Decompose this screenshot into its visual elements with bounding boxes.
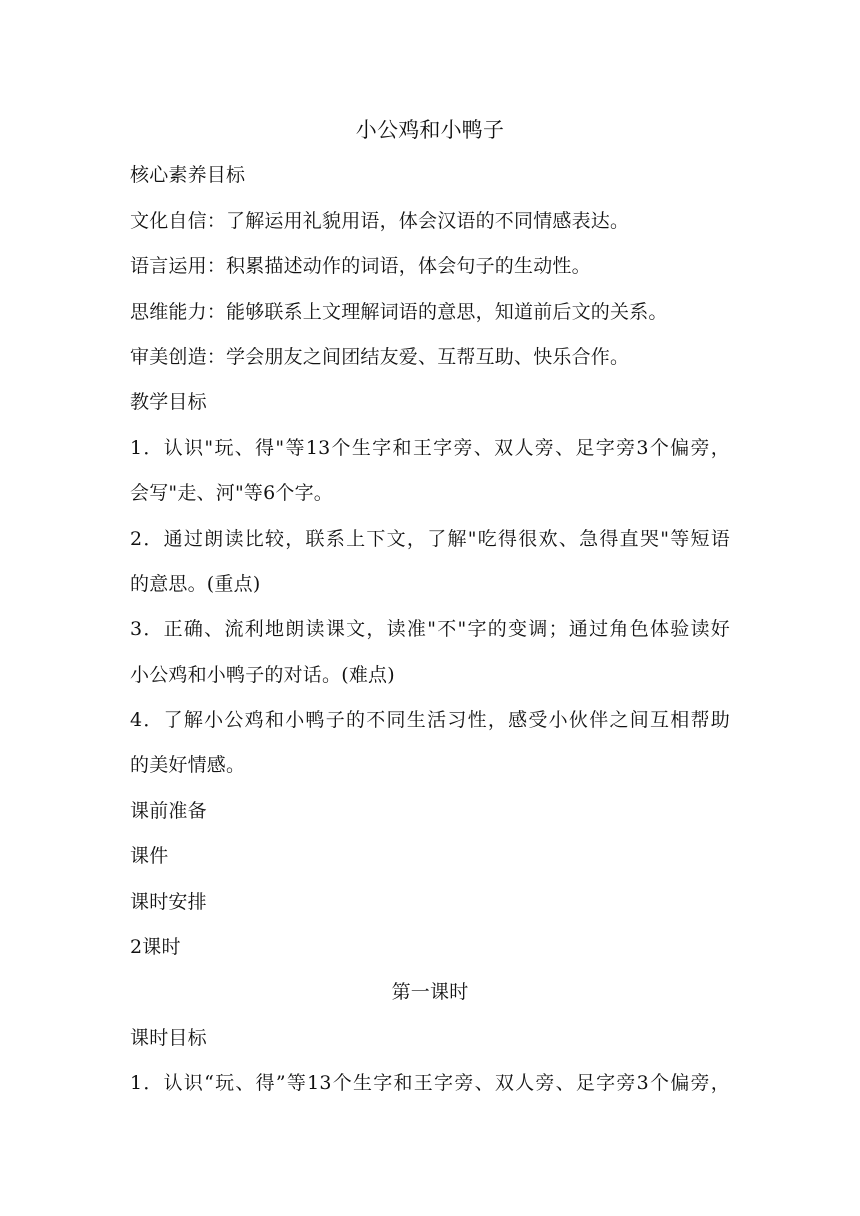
- list-item-goal-2-continued: 的意思。(重点): [130, 572, 261, 595]
- paragraph-language-use: 语言运用：积累描述动作的词语，体会句子的生动性。: [130, 255, 591, 278]
- list-item-lesson-goal-1: 1．认识“玩、得”等13个生字和王字旁、双人旁、足字旁3个偏旁，: [130, 1072, 730, 1095]
- list-item-goal-1: 1．认识"玩、得"等13个生字和王字旁、双人旁、足字旁3个偏旁，: [130, 436, 730, 459]
- list-item-goal-4-continued: 的美好情感。: [130, 754, 246, 777]
- heading-core-goals: 核心素养目标: [130, 164, 246, 187]
- list-item-goal-1-continued: 会写"走、河"等6个字。: [130, 482, 333, 505]
- heading-lesson-goals: 课时目标: [130, 1026, 207, 1049]
- document-body: [130, 108, 730, 1107]
- paragraph-lesson-count: 2课时: [130, 936, 181, 959]
- heading-schedule: 课时安排: [130, 890, 207, 913]
- paragraph-cultural-confidence: 文化自信：了解运用礼貌用语，体会汉语的不同情感表达。: [130, 209, 630, 232]
- heading-teaching-goals: 教学目标: [130, 391, 207, 414]
- heading-preparation: 课前准备: [130, 799, 207, 822]
- list-item-goal-4: 4．了解小公鸡和小鸭子的不同生活习性，感受小伙伴之间互相帮助: [130, 709, 730, 732]
- list-item-goal-3: 3．正确、流利地朗读课文，读准"不"字的变调；通过角色体验读好: [130, 618, 730, 641]
- paragraph-courseware: 课件: [130, 845, 169, 868]
- paragraph-aesthetic-creation: 审美创造：学会朋友之间团结友爱、互帮互助、快乐合作。: [130, 345, 630, 368]
- list-item-goal-2: 2．通过朗读比较，联系上下文，了解"吃得很欢、急得直哭"等短语: [130, 527, 730, 550]
- paragraph-thinking-ability: 思维能力：能够联系上文理解词语的意思，知道前后文的关系。: [130, 300, 668, 323]
- document-title: 小公鸡和小鸭子: [355, 118, 505, 142]
- section-title-first-lesson: 第一课时: [391, 981, 469, 1004]
- list-item-goal-3-continued: 小公鸡和小鸭子的对话。(难点): [130, 663, 395, 686]
